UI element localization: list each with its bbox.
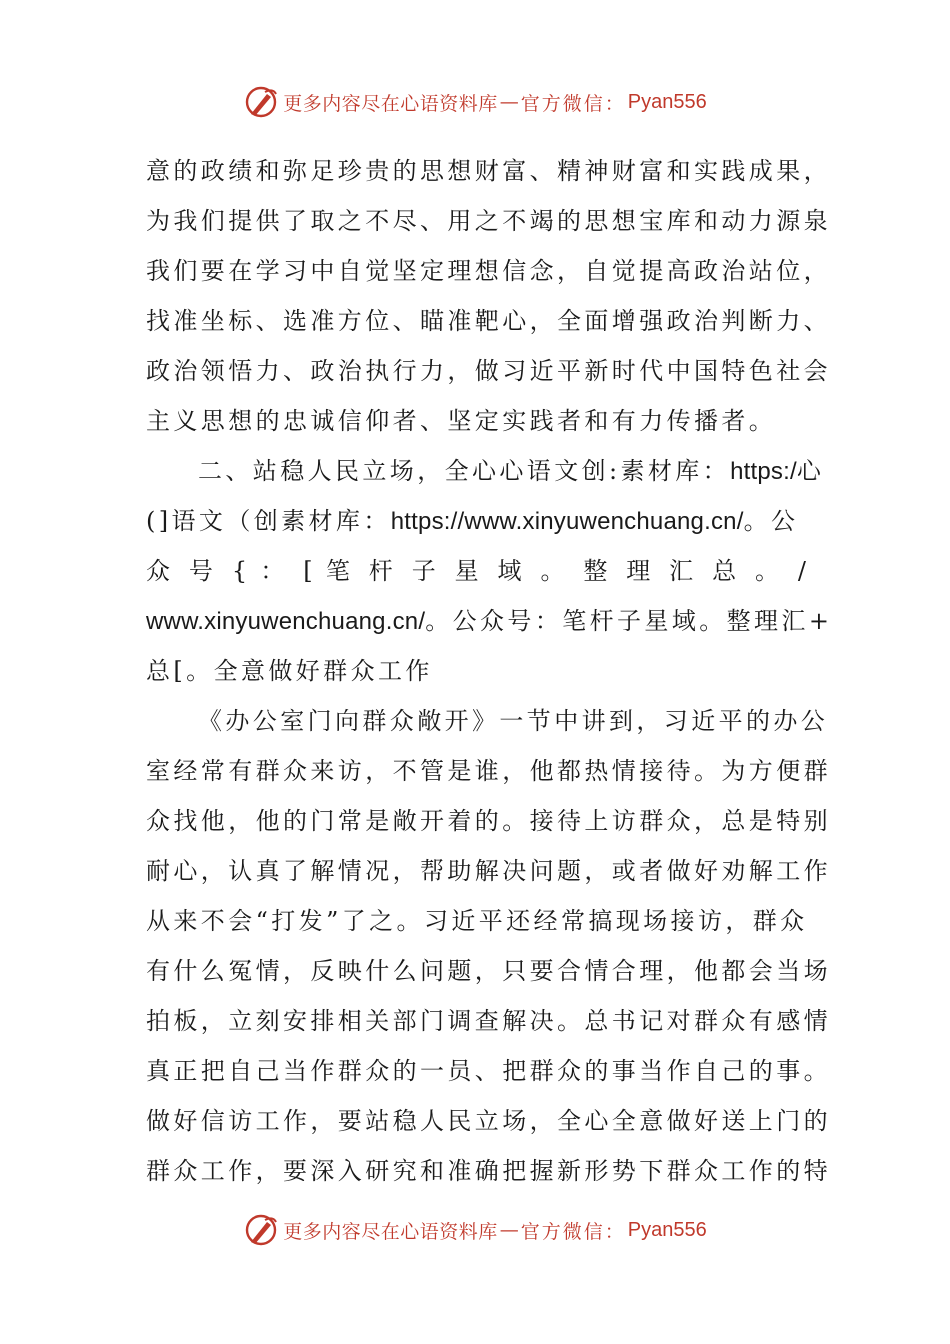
banner-text: 更多内容尽在心语资料库 <box>283 1220 498 1243</box>
text-line: 有什么冤情，反映什么问题，只要合情合理，他都会当场 <box>146 957 831 985</box>
pen-logo-icon <box>243 84 279 120</box>
text-line: 众找他，他的门常是敞开着的。接待上访群众，总是特别 <box>146 807 831 835</box>
text-line: 从来不会“打发”了之。习近平还经常搞现场接访，群众 <box>146 907 808 935</box>
banner-label: 官方微信： <box>520 1220 626 1243</box>
footer-banner <box>0 1210 950 1250</box>
banner-label: 官方微信： <box>520 92 626 115</box>
text-line: 拍板，立刻安排相关部门调查解决。总书记对群众有感情 <box>146 1007 831 1035</box>
header-banner <box>0 82 950 122</box>
text-line: 群众工作，要深入研究和准确把握新形势下群众工作的特 <box>146 1157 831 1185</box>
text-line: 主义思想的忠诚信仰者、坚定实践者和有力传播者。 <box>146 407 777 435</box>
text-line: 室经常有群众来访，不管是谁，他都热情接待。为方便群 <box>146 757 831 785</box>
banner-text: 更多内容尽在心语资料库 <box>283 92 498 115</box>
url-link[interactable]: www.xinyuwenchuang.cn/ <box>146 608 426 635</box>
text-line <box>146 596 833 646</box>
text-fragment: 。公众号：笔杆子星域。整理汇+ <box>425 607 833 635</box>
text-line: 找准坐标、选准方位、瞄准靶心，全面增强政治判断力、 <box>146 307 831 335</box>
text-line: 意的政绩和弥足珍贵的思想财富、精神财富和实践成果， <box>146 157 831 185</box>
text-line: 做好信访工作，要站稳人民立场，全心全意做好送上门的 <box>146 1107 831 1135</box>
text-line: 耐心，认真了解情况，帮助解决问题，或者做好劝解工作 <box>146 857 831 885</box>
banner-dash: — <box>499 91 519 113</box>
url-fragment: https:/ <box>730 458 797 485</box>
document-body <box>146 146 833 1196</box>
text-line: 政治领悟力、政治执行力，做习近平新时代中国特色社会 <box>146 357 831 385</box>
text-line: 为我们提供了取之不尽、用之不竭的思想宝库和动力源泉 <box>146 207 831 235</box>
text-line <box>146 496 806 546</box>
section-heading-text: 二、站稳人民立场，全心心语文创:素材库： <box>198 457 731 485</box>
section-heading-line <box>146 446 825 496</box>
text-fragment: (]语文（创素材库： <box>146 507 391 535</box>
text-fragment: 。公 <box>743 507 799 535</box>
pen-logo-icon <box>243 1212 279 1248</box>
url-link[interactable]: https://www.xinyuwenchuang.cn/ <box>390 508 744 535</box>
banner-wechat-id: Pyan556 <box>627 90 707 113</box>
text-line: 我们要在学习中自觉坚定理想信念，自觉提高政治站位， <box>146 257 831 285</box>
text-line: 众 号 { ： [ 笔 杆 子 星 域 。 整 理 汇 总 。 / <box>146 557 806 585</box>
paragraph-start-line: 《办公室门向群众敞开》一节中讲到，习近平的办公 <box>198 707 829 735</box>
banner-wechat-id: Pyan556 <box>627 1218 707 1241</box>
text-line: 真正把自己当作群众的一员、把群众的事当作自己的事。 <box>146 1057 831 1085</box>
text-fragment: 心 <box>796 457 825 485</box>
banner-dash: — <box>499 1219 519 1241</box>
text-line: 总[。全意做好群众工作 <box>146 657 433 685</box>
